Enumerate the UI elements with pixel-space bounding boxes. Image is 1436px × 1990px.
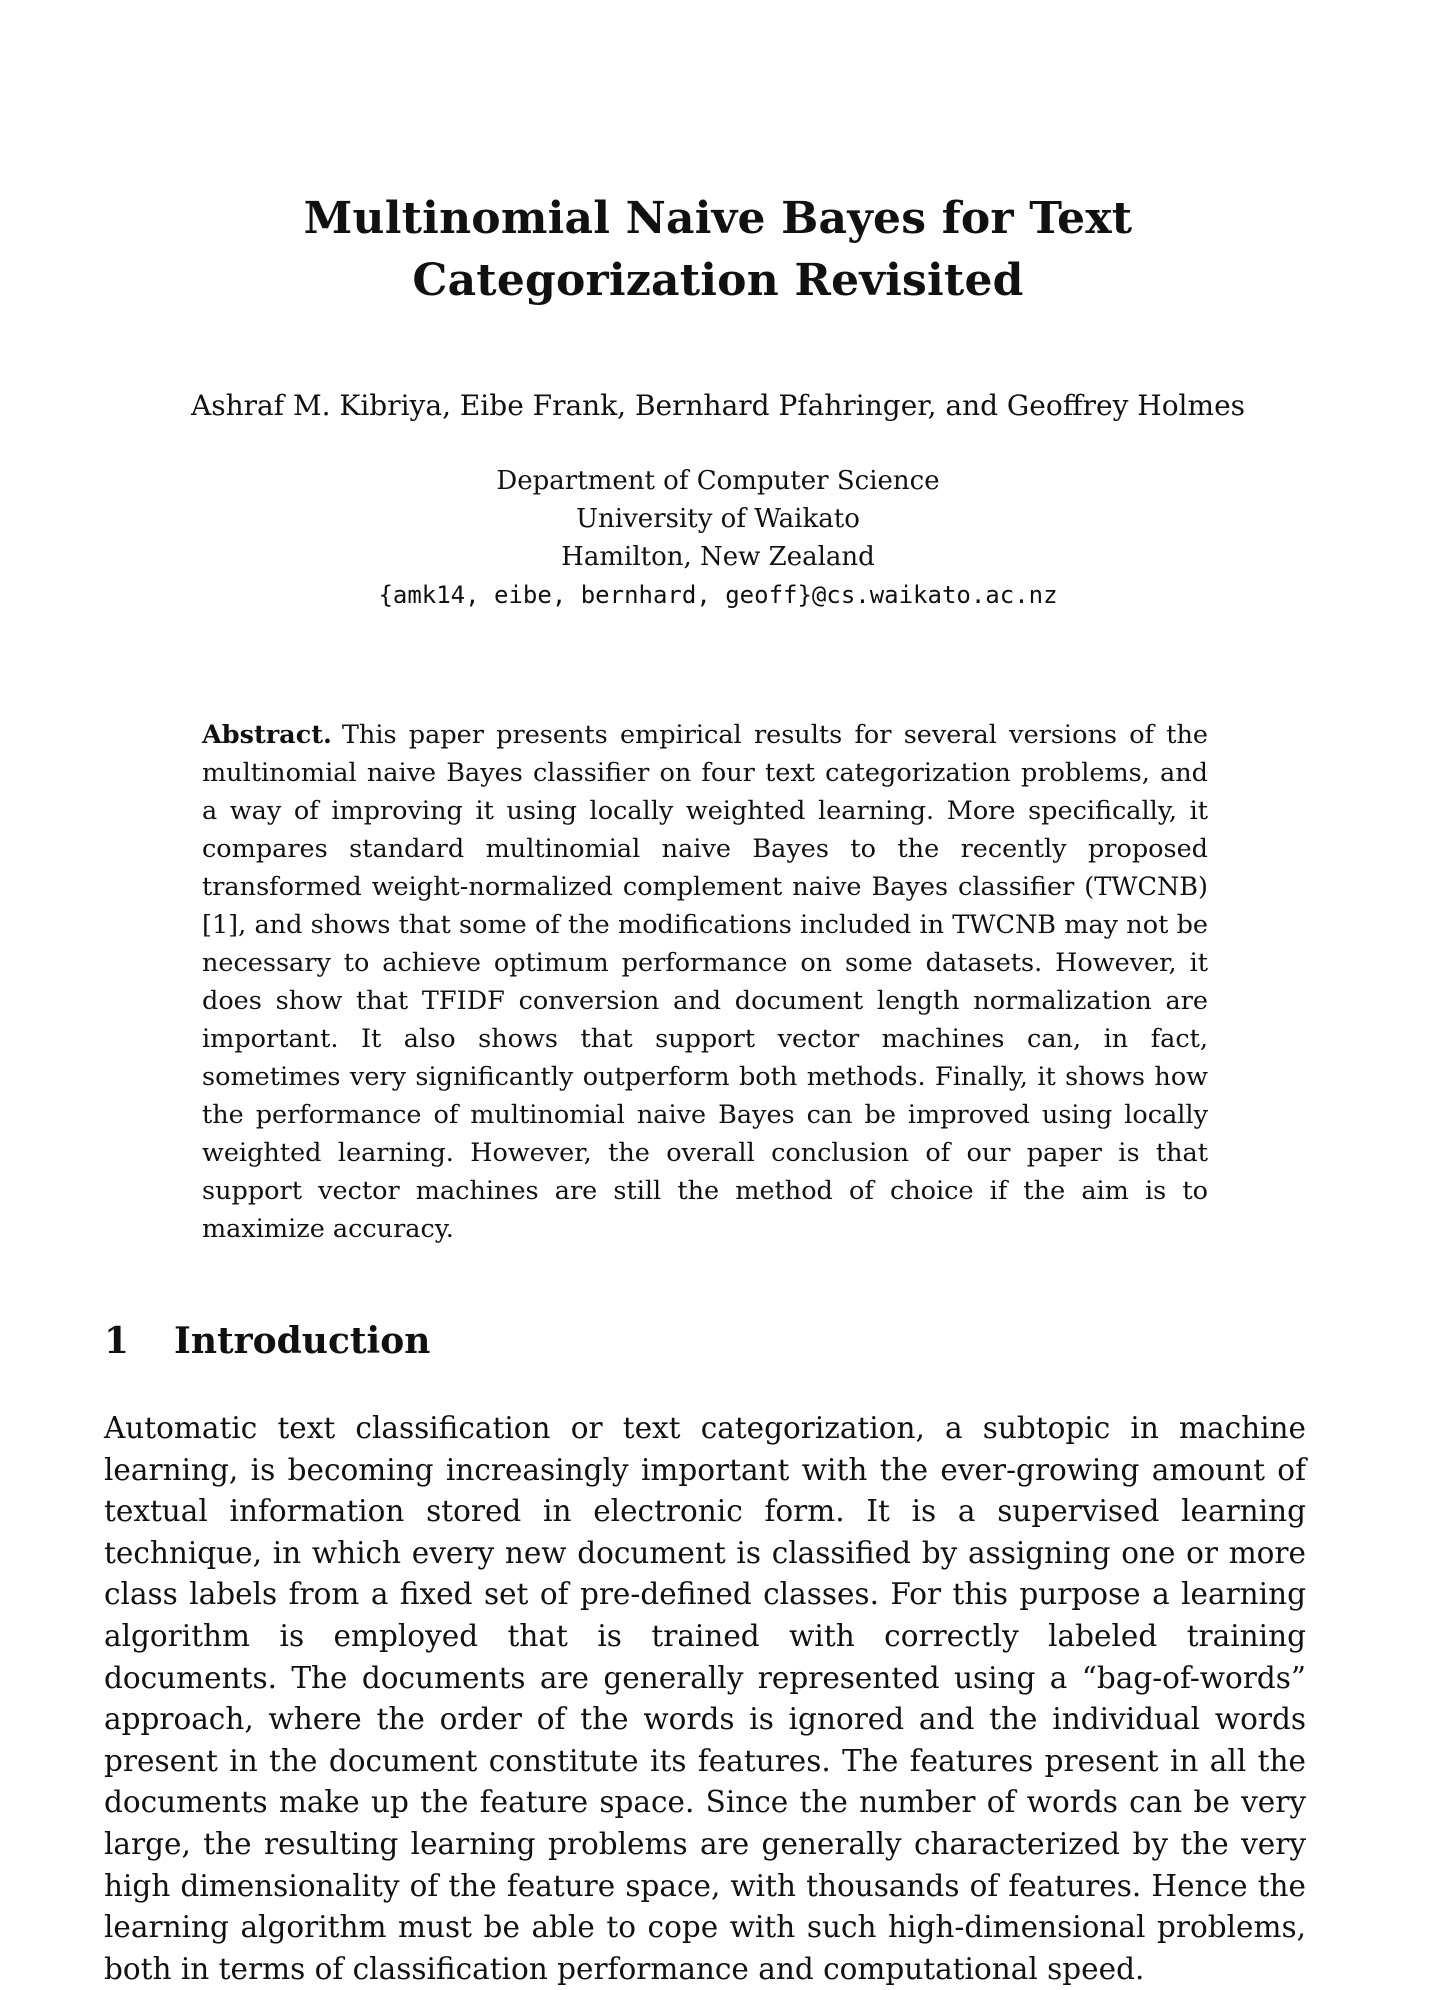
affiliation-department: Department of Computer Science bbox=[496, 466, 940, 496]
abstract-text: This paper presents empirical results for several versions of the multinomial naive Bayes classifier on four text categorization problems, and a way of improving it using locally weighted learning. More specifically, it compares standard multinomial naive Bayes to the recently proposed transformed weight-normalized complement naive Bayes classifier (TWCNB) [1], and shows that some of the modifications included in TWCNB may not be necessary to achieve optimum performance on some datasets. However, it does show that TFIDF conversion and document length normalization are important. It also shows that support vector machines can, in fact, sometimes very significantly outperform both methods. Finally, it shows how the performance of multinomial naive Bayes can be improved using locally weighted learning. However, the overall conclusion of our paper is that support vector machines are still the method of choice if the aim is to maximize accuracy. bbox=[202, 720, 1208, 1244]
introduction-paragraph: Automatic text classification or text categorization, a subtopic in machine learning, is becoming increasingly important with the ever-growing amount of textual information stored in electronic form. It is a supervised learning technique, in which every new document is classified by assigning one or more class labels from a fixed set of pre-defined classes. For this purpose a learning algorithm is employed that is trained with correctly labeled training documents. The documents are generally represented using a “bag-of-words” approach, where the order of the words is ignored and the individual words present in the document constitute its features. The features present in all the documents make up the feature space. Since the number of words can be very large, the resulting learning problems are generally characterized by the very high dimensionality of the feature space, with thousands of features. Hence the learning algorithm must be able to cope with such high-dimensional problems, both in terms of classification performance and computational speed. bbox=[104, 1411, 1306, 1986]
author-list: Ashraf M. Kibriya, Eibe Frank, Bernhard Pfahringer, and Geoffrey Holmes bbox=[190, 389, 1246, 422]
affiliation-university: University of Waikato bbox=[576, 504, 860, 534]
paper-title-line-2: Categorization Revisited bbox=[412, 255, 1024, 306]
abstract-label: Abstract. bbox=[202, 720, 332, 750]
paper-title-line-1: Multinomial Naive Bayes for Text bbox=[303, 193, 1133, 244]
affiliation-email: {amk14, eibe, bernhard, geoff}@cs.waikato.ac.nz bbox=[378, 581, 1058, 609]
section-title: Introduction bbox=[174, 1320, 431, 1362]
paper-title bbox=[0, 188, 1436, 312]
section-number: 1 bbox=[104, 1320, 130, 1362]
affiliation-location: Hamilton, New Zealand bbox=[561, 542, 875, 572]
affiliation-block bbox=[0, 462, 1436, 614]
section-heading-introduction bbox=[104, 1316, 430, 1366]
abstract bbox=[202, 716, 1208, 1248]
